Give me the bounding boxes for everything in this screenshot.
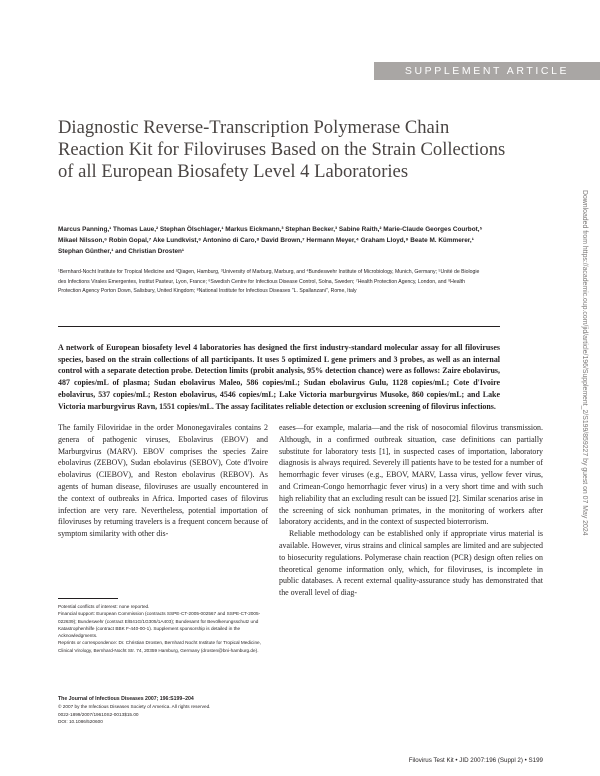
- abstract-top-rule: [58, 326, 500, 327]
- footnotes: [58, 603, 268, 654]
- body-column-left: [58, 422, 268, 540]
- author-list: Marcus Panning,¹ Thomas Laue,² Stephan Ölschlager,¹ Markus Eickmann,³ Stephan Becker,³ Sabine Raith,² Marie-Claude Georges Courbot,⁵ Mikael Nilsson,⁶ Robin Gopal,⁷ Ake Lundkvist,⁶ Antonino di Caro,⁸ David Brown,⁷ Hermann Meyer,⁴ Graham Lloyd,⁹ Beate M. Kümmerer,¹ Stephan Günther,¹ and Christian Drosten¹: [58, 226, 483, 256]
- body-paragraph: The family Filoviridae in the order Mononegavirales contains 2 genera of pathogenic viruses, Ebolavirus (EBOV) and Marburgvirus (MARV). EBOV comprises the species Zaire ebolavirus (ZEBOV), Sudan ebolavirus (SEBOV), Cote d'Ivoire ebolavirus (CIEBOV), and Reston ebolavirus (REBOV). As agents of human disease, filoviruses are usually encountered in the context of outbreaks in Africa. Imported cases of filovirus infection are very rare. Nevertheless, potential importation of filoviruses by returning travelers is a frequent concern because of symptom similarity with other dis-: [58, 423, 268, 539]
- footnote-conflicts: Potential conflicts of interest: none reported.: [58, 604, 150, 609]
- footnote-rule: [58, 598, 118, 599]
- abstract: A network of European biosafety level 4 laboratories has designed the first industry-standard molecular assay for all filoviruses species, based on the strain collections of all participants. It uses 5 optimized L gene primers and 3 probes, as well as an internal control with a separate detection probe. Detection limits (probit analysis, 95% detection chance) were as follows: Zaire ebolavirus, 487 copies/mL of plasma; Sudan ebolavirus Maleo, 586 copies/mL; Sudan ebolavirus Gulu, 1128 copies/mL; Cote d'Ivoire ebolavirus, 537 copies/mL; Reston ebolavirus, 4546 copies/mL; Lake Victoria marburgvirus Musoke, 860 copies/mL; and Lake Victoria marburgvirus Ravn, 1551 copies/mL. The assay facilitates reliable detection or exclusion screening of filovirus infections.: [58, 343, 500, 411]
- footnote-correspondence: Reprints or correspondence: Dr. Christian Drosten, Bernhard Nocht Institute for Tropical Medicine, Clinical Virology, Bernhard-Nocht Str. 74, 20359 Hamburg, Germany (drosten@bni-hamburg.de).: [58, 640, 261, 653]
- body-paragraph: Reliable methodology can be established only if appropriate virus material is available. However, virus strains and clinical samples are limited and are subjected to biosecurity regulations. Polymerase chain reaction (PCR) design often relies on theoretical genome information only, which, for filoviruses, is incomplete in public databases. A recent external quality-assurance study has demonstrated that the overall level of diag-: [279, 529, 543, 598]
- article-title: Diagnostic Reverse-Transcription Polymerase Chain Reaction Kit for Filoviruses Based on the Strain Collections of all European Biosafety Level 4 Laboratories: [58, 117, 506, 182]
- body-column-right: [279, 422, 543, 599]
- body-paragraph: eases—for example, malaria—and the risk of nosocomial filovirus transmission. Although, in a confirmed outbreak situation, case definitions can partially substitute for laboratory tests [1], in suspected cases of importation, laboratory diagnosis is always required. Severely ill patients have to be tested for a number of hemorrhagic fever viruses (e.g., EBOV, MARV, Lassa virus, yellow fever virus, and Crimean-Congo hemorrhagic fever virus) in a very short time and with such high reliability that an excluding result can be issued [2]. Similar scenarios arise in the screening of sick nonhuman primates, in the monitoring of workers after laboratory accidents, and in the context of suspected bioterrorism.: [279, 423, 543, 527]
- journal-copyright: © 2007 by the Infectious Diseases Society of America. All rights reserved.: [58, 704, 211, 710]
- page-footer: Filovirus Test Kit • JID 2007:196 (Suppl 2) • S199: [408, 757, 543, 764]
- journal-name: The Journal of Infectious Diseases 2007; 196:S199–204: [58, 696, 194, 702]
- supplement-article-banner: SUPPLEMENT ARTICLE: [374, 62, 600, 80]
- journal-citation: [58, 696, 273, 725]
- journal-issn: 0022-1899/2007/19610S2-0013$15.00: [58, 711, 139, 717]
- footnote-support: Financial support: European Commission (contracts SSPE-CT-2005-002567 and SSPE-CT-2005-022639); Bundeswehr (contract E/B41G/1G305/1A403); Bundesamt für Bevölkerungsschutz und Katastrophenhilfe (contract BBK F-440-00-1). Supplement sponsorship is detailed in the Acknowledgments.: [58, 611, 261, 639]
- download-watermark[interactable]: Downloaded from https://academic.oup.com/jid/article/196/Supplement_2/S199/859227 by guest on 07 May 2024: [581, 190, 588, 536]
- affiliations: ¹Bernhard-Nocht Institute for Tropical Medicine and ²Qiagen, Hamburg, ³University of Marburg, Marburg, and ⁴Bundeswehr Institute of Microbiology, Munich, Germany; ⁵Unité de Biologie des Infections Virales Emergentes, Institut Pasteur, Lyon, France; ⁶Swedish Centre for Infectious Disease Control, Solna, Sweden; ⁷Health Protection Agency, London, and ⁹Health Protection Agency Porton Down, Salisbury, United Kingdom; ⁸National Institute for Infectious Diseases "L. Spallanzani", Rome, Italy: [58, 269, 480, 295]
- journal-doi[interactable]: DOI: 10.1086/520600: [58, 718, 103, 724]
